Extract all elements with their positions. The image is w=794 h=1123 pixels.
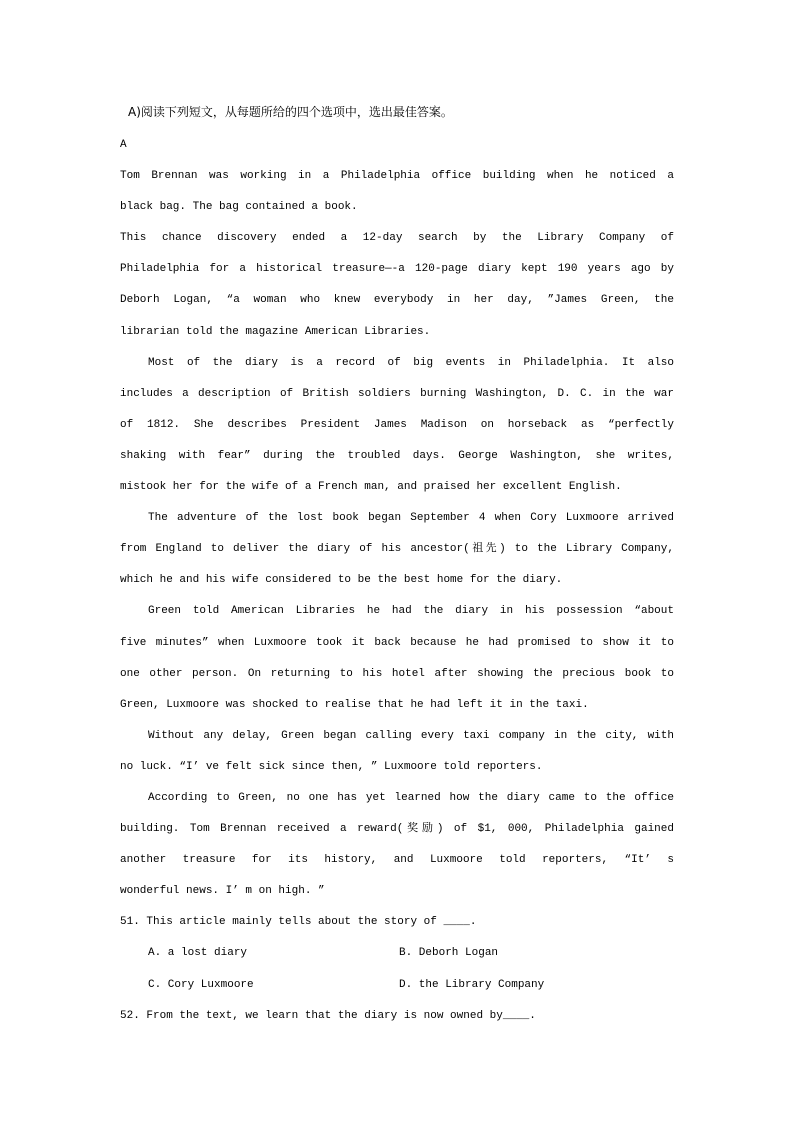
passage-line: one other person. On returning to his hotel after showing the precious book to [120,667,674,680]
instruction: A)阅读下列短文，从每题所给的四个选项中，选出最佳答案。 [128,105,453,119]
passage-line: building. Tom Brennan received a reward(奖励) of $1, 000, Philadelphia gained [120,823,674,836]
passage-line: Tom Brennan was working in a Philadelphia office building when he noticed a [120,170,674,183]
passage-line: another treasure for its history, and Luxmoore told reporters, “It’ s [120,854,674,867]
passage-line: wonderful news. I’ m on high. ” [120,885,325,898]
passage-line: Green, Luxmoore was shocked to realise that he had left it in the taxi. [120,698,589,711]
passage-line: Deborh Logan, “a woman who knew everybody in her day, ”James Green, the [120,294,674,307]
passage-line: black bag. The bag contained a book. [120,201,358,214]
passage-line: Without any delay, Green began calling every taxi company in the city, with [148,729,674,742]
document-page [120,96,674,1032]
passage-line: According to Green, no one has yet learned how the diary came to the office [148,791,674,804]
passage-line: which he and his wife considered to be the best home for the diary. [120,574,563,587]
passage-line: mistook her for the wife of a French man, and praised her excellent English. [120,481,622,494]
passage-line: The adventure of the lost book began September 4 when Cory Luxmoore arrived [148,512,674,525]
passage-line: of 1812. She describes President James Madison on horseback as “perfectly [120,418,674,431]
passage-label: A [120,139,127,151]
passage-line: librarian told the magazine American Libraries. [120,325,431,338]
option-row [120,938,674,969]
passage-line: Philadelphia for a historical treasure—-a 120-page diary kept 190 years ago by [120,263,674,276]
question-stem: 51. This article mainly tells about the story of ____. [120,916,477,929]
passage-line: no luck. “I’ ve felt sick since then, ” Luxmoore told reporters. [120,760,543,773]
answer-option[interactable]: B. Deborh Logan [399,947,499,960]
question-stem: 52. From the text, we learn that the diary is now owned by____. [120,1009,536,1022]
option-row [120,970,674,1001]
answer-option[interactable]: D. the Library Company [399,978,545,991]
passage-line: includes a description of British soldiers burning Washington, D. C. in the war [120,387,674,400]
passage-line: shaking with fear” during the troubled days. George Washington, she writes, [120,449,674,462]
answer-option[interactable]: A. a lost diary [148,947,248,960]
passage-line: This chance discovery ended a 12-day search by the Library Company of [120,232,674,245]
questions [120,907,674,1031]
answer-option[interactable]: C. Cory Luxmoore [148,978,254,991]
passage [120,161,674,907]
passage-line: Most of the diary is a record of big events in Philadelphia. It also [148,356,674,369]
passage-line: from England to deliver the diary of his ancestor(祖先) to the Library Company, [120,543,674,556]
passage-line: five minutes” when Luxmoore took it back because he had promised to show it to [120,636,674,649]
passage-line: Green told American Libraries he had the diary in his possession “about [148,605,674,618]
